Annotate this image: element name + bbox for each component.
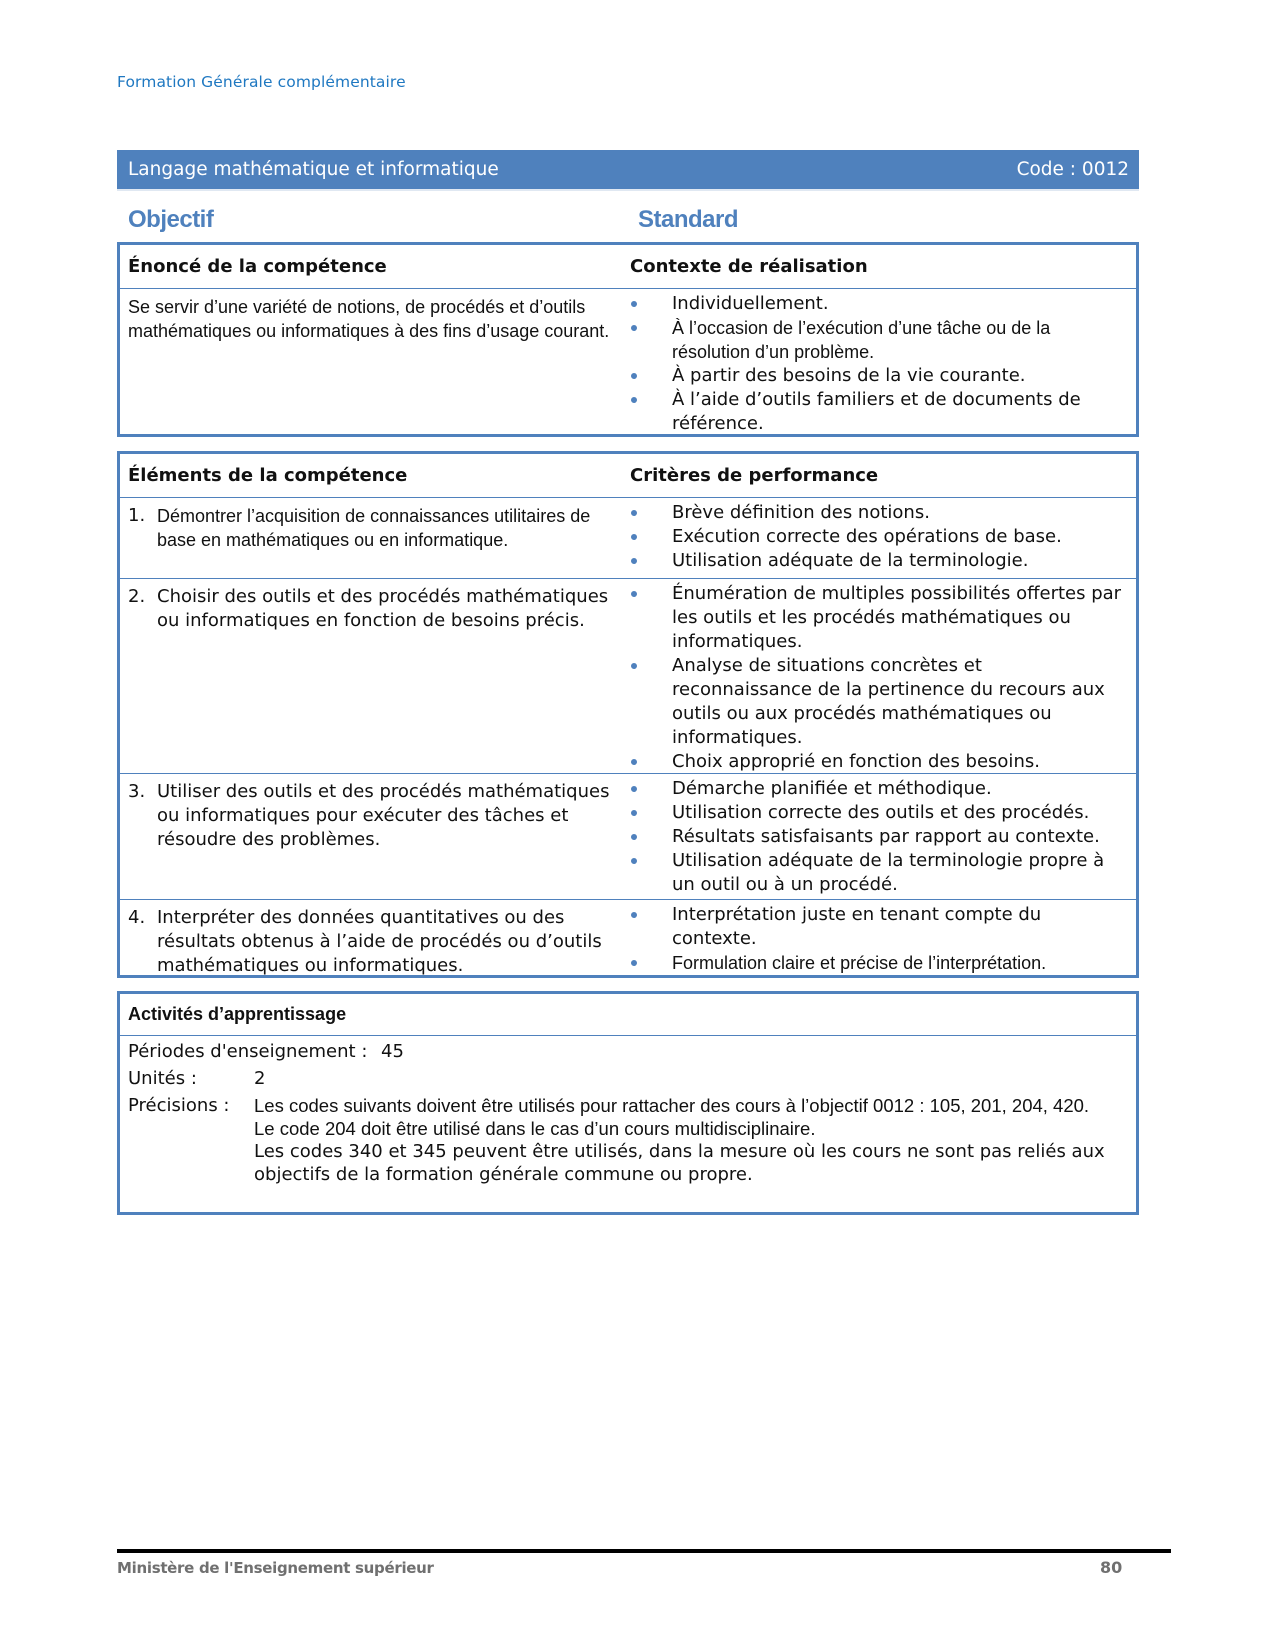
periods-value: 45 [381, 1041, 404, 1062]
table-row [120, 579, 1136, 774]
list-item: Énumération de multiples possibilités offertes par les outils et les procédés mathématiques ou informatiques. [628, 582, 1126, 654]
course-title: Langage mathématique et informatique [128, 159, 499, 180]
box-header [120, 994, 1136, 1036]
bullet-icon [628, 292, 672, 316]
bullet-icon [628, 801, 672, 825]
objectif-title: Objectif [128, 206, 214, 233]
criteria-list [628, 777, 1126, 897]
details-paragraph: Les codes 340 et 345 peuvent être utilisés, dans la mesure où les cours ne sont pas reliés aux objectifs de la formation générale commune ou propre. [254, 1141, 1105, 1185]
bullet-icon [628, 501, 672, 525]
units-label: Unités : [128, 1068, 197, 1089]
statement-heading: Énoncé de la compétence [128, 256, 387, 277]
box-header [120, 454, 1136, 498]
bullet-icon [628, 654, 672, 750]
list-item: Brève définition des notions. [628, 501, 1126, 525]
list-item: Analyse de situations concrètes et reconnaissance de la pertinence du recours aux outils ou aux procédés mathématiques ou informatiques. [628, 654, 1126, 750]
element-cell: 4. Interpréter des données quantitatives ou des résultats obtenus à l’aide de procédés ou d’outils mathématiques ou informatiques. [128, 907, 602, 976]
table-row [120, 774, 1136, 900]
list-item: À l’occasion de l’exécution d’une tâche ou de la résolution d’un problème. [628, 316, 1126, 364]
periods-line [120, 1040, 1136, 1063]
competence-elements-box [117, 451, 1139, 978]
learning-activities-box [117, 991, 1139, 1215]
units-value: 2 [254, 1068, 266, 1089]
bullet-icon [628, 825, 672, 849]
details-paragraph: Le code 204 doit être utilisé dans le cas d’un cours multidisciplinaire. [254, 1118, 816, 1139]
list-item: À l’aide d’outils familiers et de documents de référence. [628, 388, 1126, 436]
list-item: Utilisation adéquate de la terminologie propre à un outil ou à un procédé. [628, 849, 1126, 897]
list-item: Utilisation correcte des outils et des procédés. [628, 801, 1126, 825]
details-text [254, 1094, 1136, 1186]
course-code: Code : 0012 [1016, 159, 1129, 180]
bullet-icon [628, 388, 672, 436]
bullet-icon [628, 525, 672, 549]
bullet-icon [628, 750, 672, 774]
column-titles [117, 206, 1139, 242]
page-header: Formation Générale complémentaire [117, 73, 406, 91]
details-line [120, 1094, 1136, 1186]
element-cell: 3. Utiliser des outils et des procédés mathématiques ou informatiques pour exécuter des tâches et résoudre des problèmes. [128, 781, 610, 850]
footer-ministry: Ministère de l'Enseignement supérieur [117, 1559, 434, 1577]
footer-divider [117, 1549, 1171, 1553]
list-item: Individuellement. [628, 292, 1126, 316]
title-bar [117, 150, 1139, 191]
bullet-icon [628, 549, 672, 573]
list-item: Utilisation adéquate de la terminologie. [628, 549, 1126, 573]
list-item: Démarche planifiée et méthodique. [628, 777, 1126, 801]
list-item: À partir des besoins de la vie courante. [628, 364, 1126, 388]
bullet-icon [628, 903, 672, 951]
bullet-icon [628, 582, 672, 654]
table-row [120, 900, 1136, 982]
criteria-list [628, 582, 1126, 774]
context-list [628, 292, 1126, 436]
competence-statement-box [117, 242, 1139, 437]
bullet-icon [628, 951, 672, 975]
list-item: Interprétation juste en tenant compte du contexte. [628, 903, 1126, 951]
page-number: 80 [1100, 1558, 1123, 1577]
standard-title: Standard [638, 206, 739, 233]
bullet-icon [628, 364, 672, 388]
element-cell: 1. Démontrer l’acquisition de connaissances utilitaires de base en mathématiques ou en informatique. [128, 505, 591, 550]
criteria-list [628, 903, 1126, 975]
element-cell: 2. Choisir des outils et des procédés mathématiques ou informatiques en fonction de besoins précis. [128, 586, 609, 631]
details-paragraph: Les codes suivants doivent être utilisés pour rattacher des cours à l’objectif 0012 : 105, 201, 204, 420. [254, 1095, 1090, 1116]
activities-heading: Activités d’apprentissage [128, 1004, 347, 1024]
list-item: Choix approprié en fonction des besoins. [628, 750, 1126, 774]
table-row [120, 498, 1136, 579]
context-heading: Contexte de réalisation [630, 256, 868, 277]
units-line [120, 1067, 1136, 1090]
bullet-icon [628, 316, 672, 364]
details-label: Précisions : [128, 1095, 230, 1116]
box-header [120, 245, 1136, 289]
list-item: Exécution correcte des opérations de base. [628, 525, 1126, 549]
competence-statement: Se servir d’une variété de notions, de procédés et d’outils mathématiques ou informatiques à des fins d’usage courant. [128, 297, 610, 341]
bullet-icon [628, 849, 672, 897]
criteria-heading: Critères de performance [630, 465, 879, 486]
list-item: Formulation claire et précise de l’interprétation. [628, 951, 1126, 975]
periods-label: Périodes d'enseignement : [128, 1041, 368, 1062]
criteria-list [628, 501, 1126, 573]
elements-heading: Éléments de la compétence [128, 465, 408, 486]
bullet-icon [628, 777, 672, 801]
list-item: Résultats satisfaisants par rapport au contexte. [628, 825, 1126, 849]
statement-row [120, 289, 1136, 440]
